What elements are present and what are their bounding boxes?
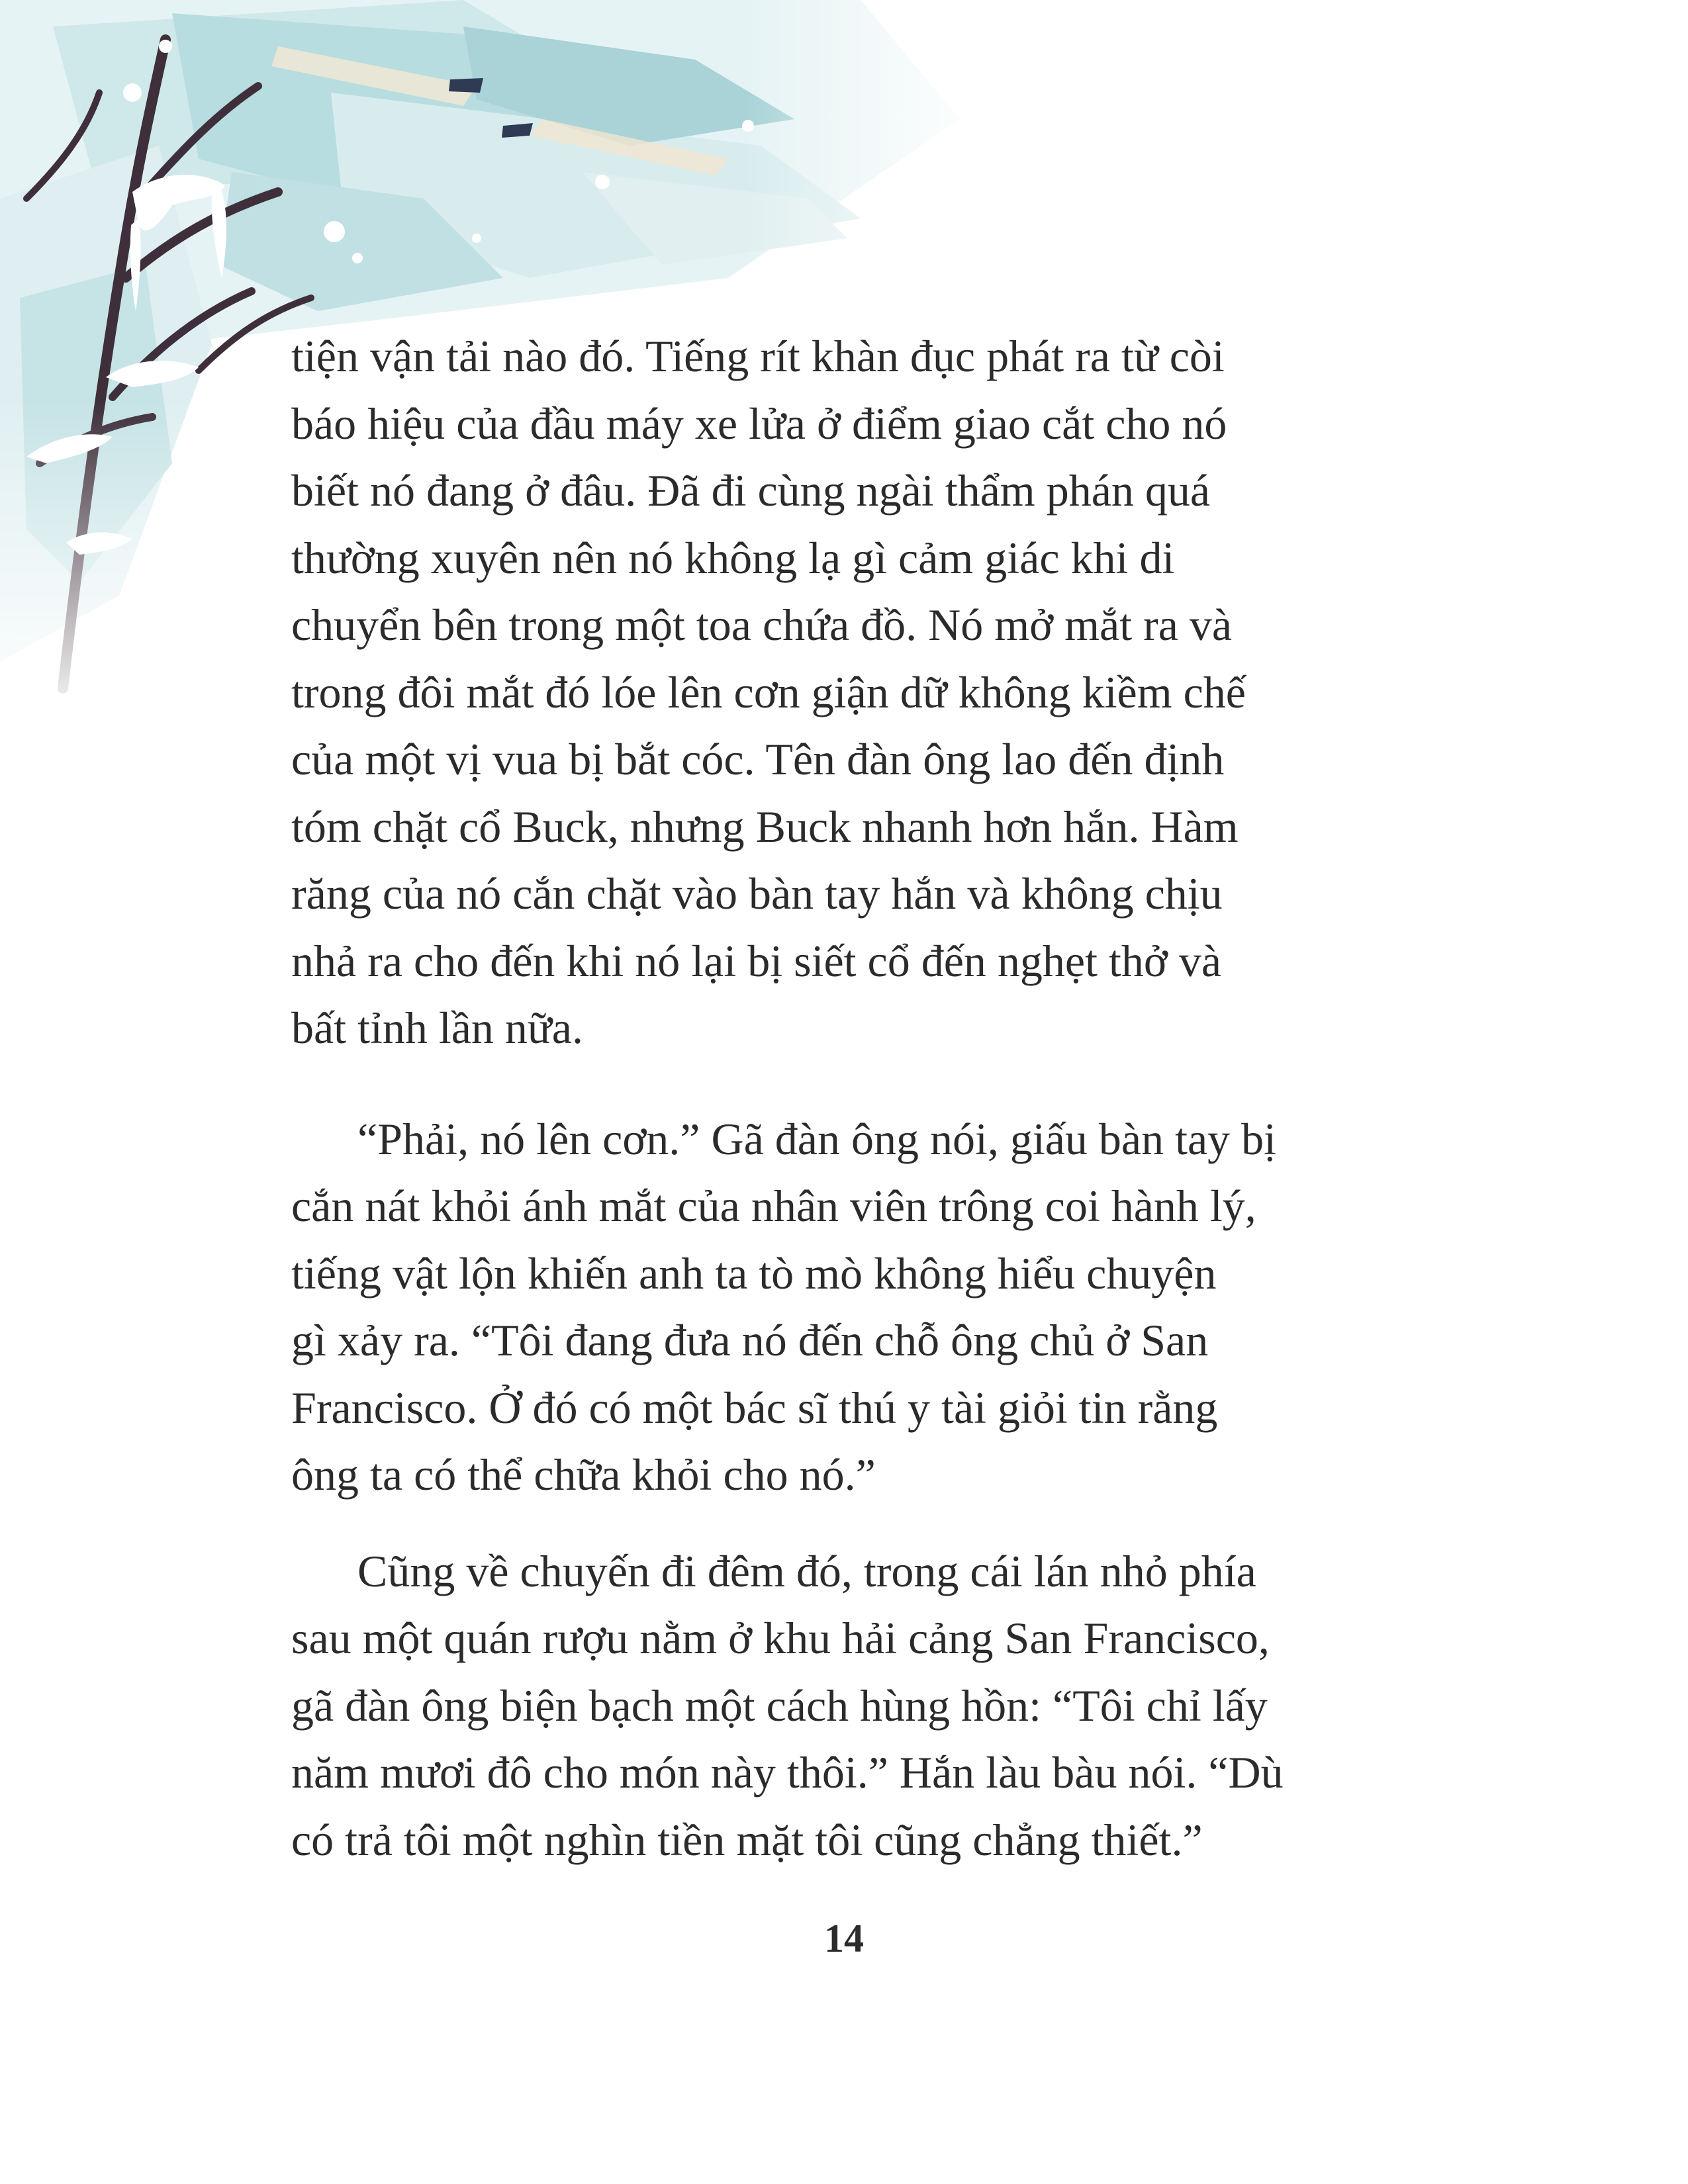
paragraph-3: Cũng về chuyến đi đêm đó, trong cái lán nhỏ phía sau một quán rượu nằm ở khu hải cảng San Francisco, gã đàn ông biện bạch một cách hùng hồn: “Tôi chỉ lấy năm mươi đô cho món này thôi.” Hắn làu bàu nói. “Dù có trả tôi một nghìn tiền mặt tôi cũng chẳng thiết.” xyxy=(291,1545,1284,1865)
paragraph-1: tiện vận tải nào đó. Tiếng rít khàn đục phát ra từ còi báo hiệu của đầu máy xe lửa ở điểm giao cắt cho nó biết nó đang ở đâu. Đã đi cùng ngài thẩm phán quá thường xuyên nên nó không lạ gì cảm giác khi di chuyển bên trong một toa chứa đồ. Nó mở mắt ra và trong đôi mắt đó lóe lên cơn giận dữ không kiềm chế của một vị vua bị bắt cóc. Tên đàn ông lao đến định tóm chặt cổ Buck, nhưng Buck nhanh hơn hắn. Hàm răng của nó cắn chặt vào bàn tay hắn và không chịu nhả ra cho đến khi nó lại bị siết cổ đến nghẹt thở và bất tỉnh lần nữa. xyxy=(291,331,1246,1053)
body-text xyxy=(291,323,1377,1874)
page-number: 14 xyxy=(824,1917,864,1960)
paragraph-2: “Phải, nó lên cơn.” Gã đàn ông nói, giấu bàn tay bị cắn nát khỏi ánh mắt của nhân viên trông coi hành lý, tiếng vật lộn khiến anh ta tò mò không hiểu chuyện gì xảy ra. “Tôi đang đưa nó đến chỗ ông chủ ở San Francisco. Ở đó có một bác sĩ thú y tài giỏi tin rằng ông ta có thể chữa khỏi cho nó.” xyxy=(291,1113,1277,1500)
